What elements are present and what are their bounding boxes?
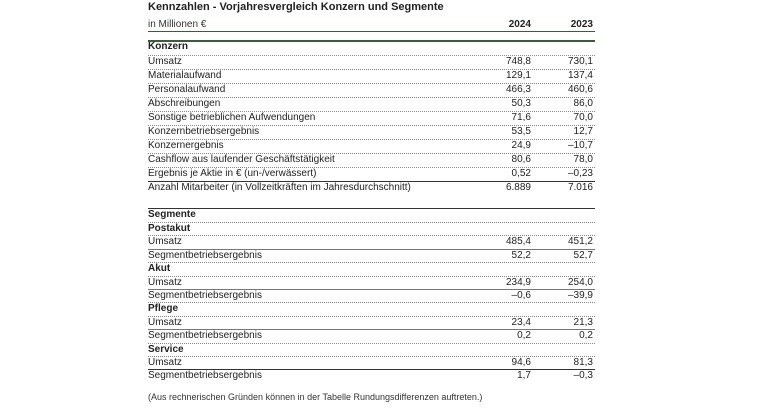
row-label: Anzahl Mitarbeiter (in Vollzeitkräften im Jahresdurchschnitt) [148,182,411,193]
value-2024: 485,4 [505,236,531,248]
row-label: Konzernergebnis [148,140,224,151]
segment-heading [148,302,595,315]
row-label: Cashflow aus laufender Geschäftstätigkeit [148,154,335,165]
row-label: Segmentbetriebsergebnis [148,249,262,261]
value-2023: 70,0 [573,112,593,123]
value-2023: 81,3 [573,357,593,368]
row-label: Ergebnis je Aktie in € (un-/verwässert) [148,168,317,179]
table-row [148,369,595,382]
table-row [148,235,595,248]
row-label: Materialaufwand [148,70,222,81]
row-label: Akut [148,263,171,275]
row-label: Umsatz [148,276,182,288]
value-2024: 94,6 [511,357,531,368]
row-label: Konzern [148,41,188,52]
table-row [148,125,595,137]
row-label: Segmentbetriebsergebnis [148,330,262,342]
row-label: Sonstige betrieblichen Aufwendungen [148,112,316,123]
unit-label: in Millionen € [148,19,207,30]
row-label: Pflege [148,303,179,315]
table-row [148,83,595,95]
table-row [148,55,595,67]
table-row [148,289,595,301]
value-2024: 6.889 [505,182,531,193]
table-row [148,316,595,328]
table-row [148,329,595,342]
value-2023: –0,3 [573,370,593,382]
footnote: (Aus rechnerischen Gründen können in der Tabelle Rundungsdifferenzen auftreten.) [148,392,483,402]
value-2023: 78,0 [573,154,593,165]
row-label: Umsatz [148,236,182,248]
value-2024: 0,52 [511,168,531,179]
value-2024: 129,1 [505,70,531,81]
value-2024: 748,8 [505,56,531,67]
section-heading-segmente [148,208,595,220]
value-2024: 24,9 [511,140,531,151]
table-row [148,249,595,261]
table-row [148,111,595,123]
value-2024: 234,9 [505,276,531,288]
row-label: Segmente [148,209,196,220]
table-title: Kennzahlen - Vorjahresvergleich Konzern und Segmente [148,1,444,13]
value-2023: 0,2 [579,330,593,342]
value-2023: 460,6 [567,84,593,95]
row-label: Umsatz [148,56,182,67]
row-label: Umsatz [148,357,182,368]
row-label: Service [148,343,184,355]
segment-heading [148,222,595,234]
value-2023: 137,4 [567,70,593,81]
value-2023: 52,7 [573,249,593,261]
year-2023-header: 2023 [570,19,593,30]
row-label: Segmentbetriebsergebnis [148,370,262,382]
segment-heading [148,343,595,355]
value-2023: 730,1 [567,56,593,67]
section-heading-konzern [148,40,595,52]
year-2024-header: 2024 [508,19,531,30]
table-row [148,153,595,165]
value-2023: 86,0 [573,98,593,109]
value-2024: 52,2 [511,249,531,261]
value-2024: 53,5 [511,126,531,137]
table-row [148,139,595,151]
table-row [148,97,595,109]
value-2023: 21,3 [573,316,593,328]
table-header [148,17,595,32]
value-2024: –0,6 [511,290,531,301]
value-2023: 7.016 [567,182,593,193]
value-2023: 451,2 [567,236,593,248]
value-2023: –39,9 [567,290,593,301]
row-label: Postakut [148,223,191,234]
value-2024: 0,2 [517,330,531,342]
value-2024: 23,4 [511,316,531,328]
value-2024: 466,3 [505,84,531,95]
value-2024: 80,6 [511,154,531,165]
table-row [148,181,595,193]
table-row [148,69,595,81]
table-row [148,276,595,288]
value-2024: 1,7 [517,370,531,382]
value-2023: –10,7 [567,140,593,151]
row-label: Umsatz [148,316,182,328]
value-2024: 71,6 [511,112,531,123]
row-label: Personalaufwand [148,84,226,95]
value-2023: –0,23 [567,168,593,179]
table-row [148,356,595,368]
segment-heading [148,262,595,275]
value-2023: 12,7 [573,126,593,137]
value-2023: 254,0 [567,276,593,288]
row-label: Abschreibungen [148,98,221,109]
table-row [148,167,595,179]
row-label: Konzernbetriebsergebnis [148,126,260,137]
value-2024: 50,3 [511,98,531,109]
row-label: Segmentbetriebsergebnis [148,290,262,301]
